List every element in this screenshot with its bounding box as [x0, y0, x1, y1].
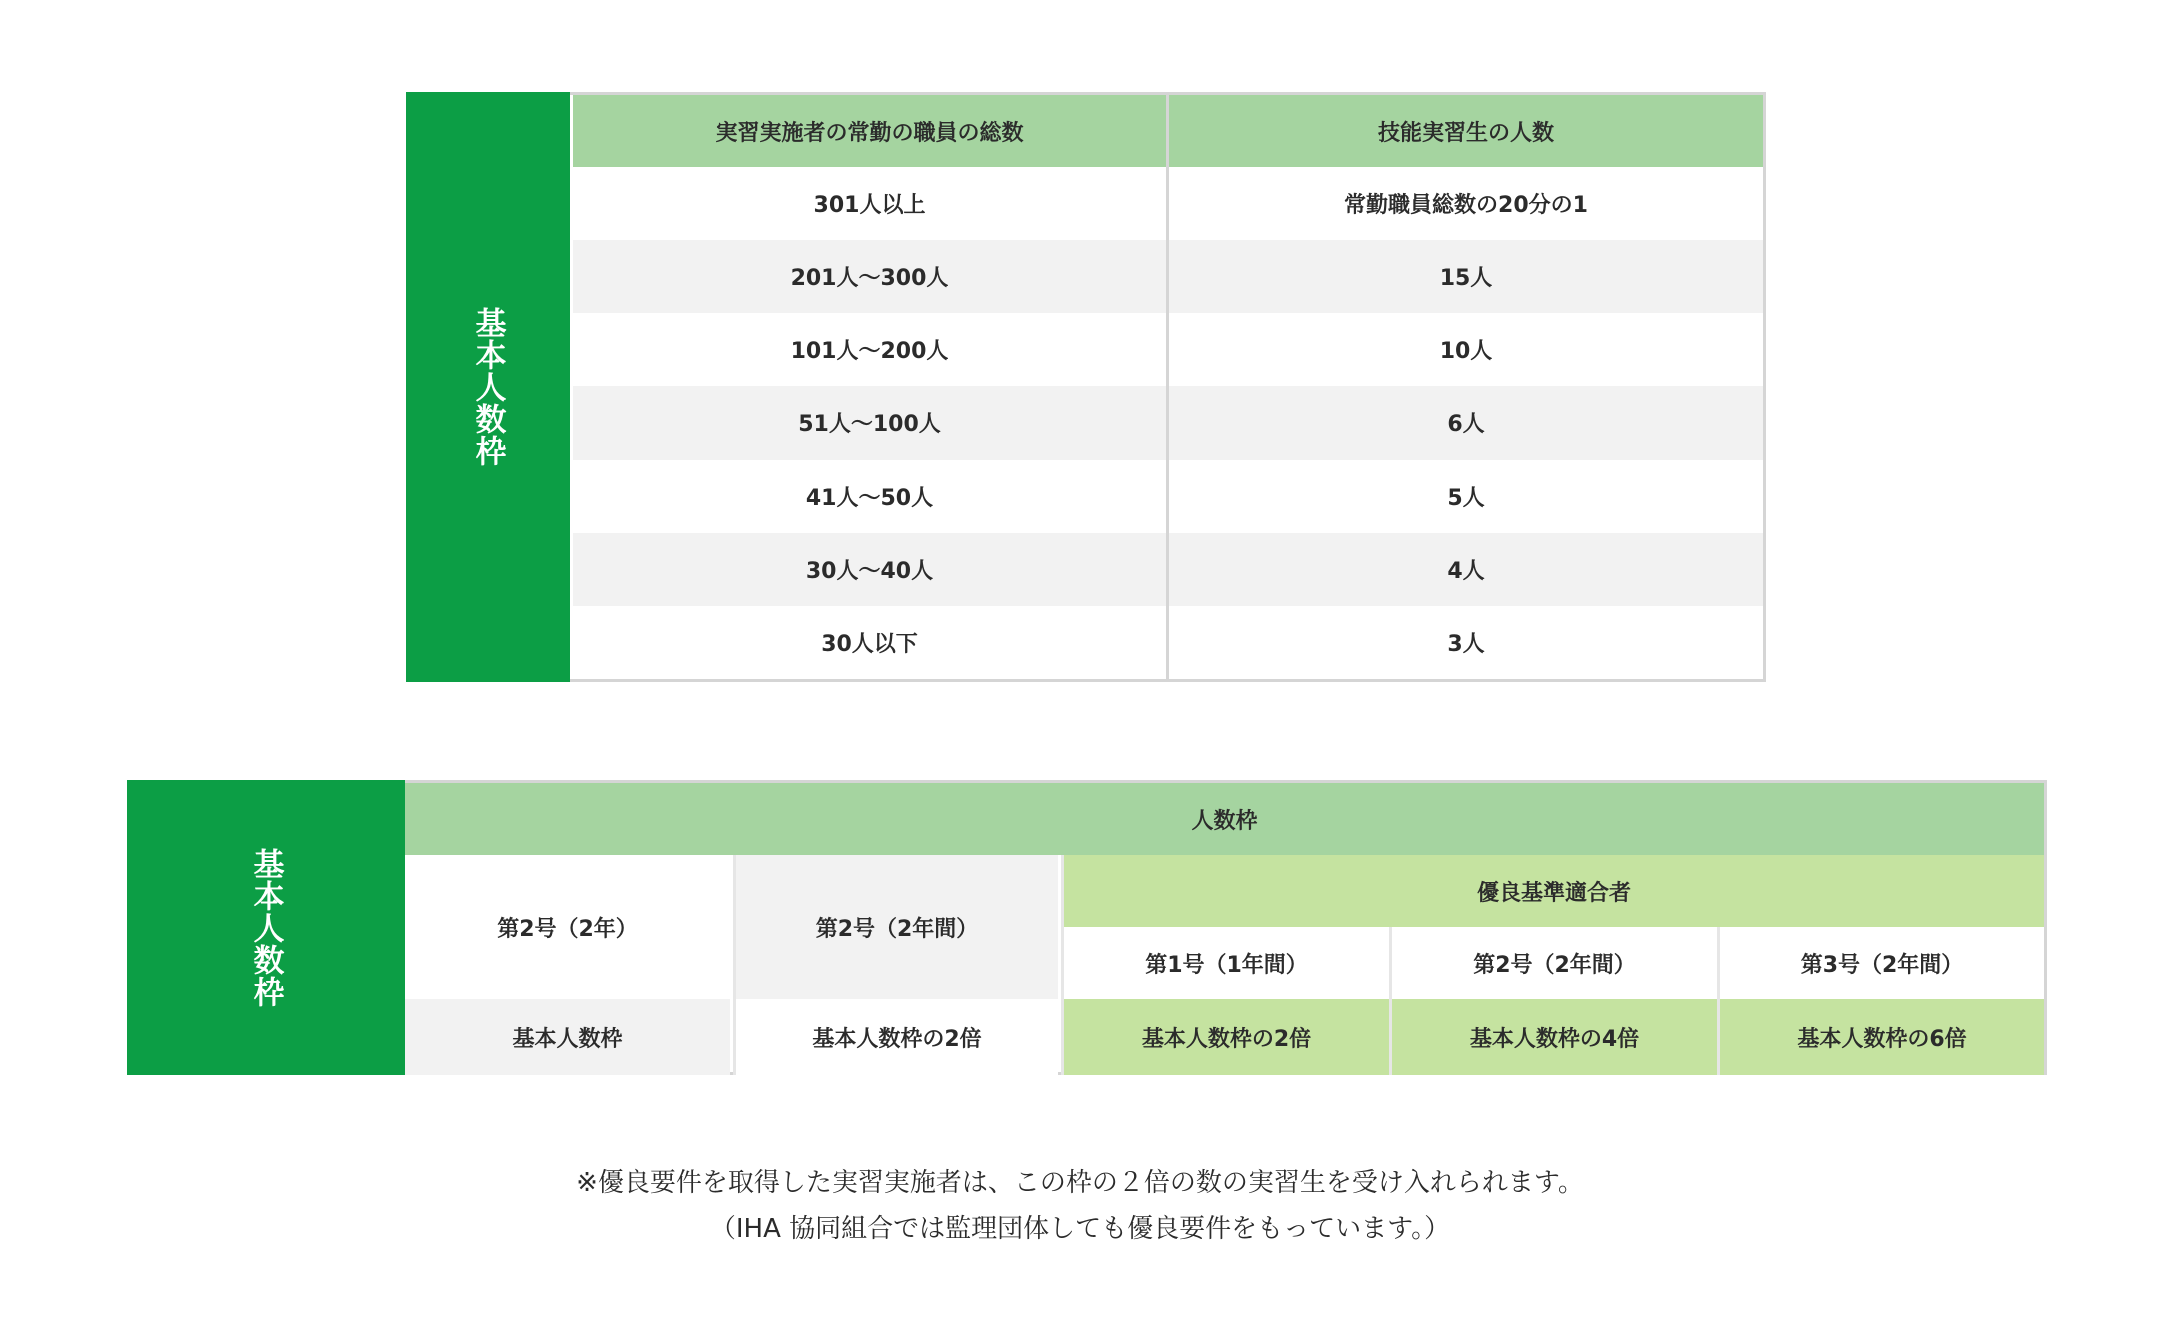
trainee-count-cell: 常勤職員総数の20分の1	[1168, 167, 1764, 240]
value-basic-quota-x2: 基本人数枠の2倍	[733, 999, 1058, 1075]
staff-range-cell: 30人以下	[572, 606, 1168, 679]
quota-multiplier-table	[127, 780, 2047, 1075]
header-grade2-2y: 第2号（2年）	[405, 855, 730, 999]
staff-range-cell: 301人以上	[572, 167, 1168, 240]
staff-range-cell: 41人〜50人	[572, 460, 1168, 533]
table-row	[572, 533, 1764, 606]
basic-quota-table	[406, 92, 1766, 682]
basic-quota-table-body	[570, 92, 1766, 682]
side-label-text: 基本人数枠	[469, 307, 506, 467]
trainee-count-cell: 5人	[1168, 460, 1764, 533]
header-quota: 人数枠	[405, 783, 2044, 855]
table-row	[572, 313, 1764, 386]
table-row	[572, 460, 1764, 533]
header-excellent-grade3: 第3号（2年間）	[1717, 927, 2044, 999]
staff-vs-trainees-table	[570, 95, 1763, 679]
quota-multiplier-table-body	[405, 780, 2047, 1075]
staff-range-cell: 51人〜100人	[572, 386, 1168, 459]
header-excellent: 優良基準適合者	[1061, 855, 2044, 927]
trainee-count-cell: 4人	[1168, 533, 1764, 606]
value-excellent-grade2: 基本人数枠の4倍	[1389, 999, 1717, 1075]
table-row	[572, 606, 1764, 679]
trainee-count-cell: 10人	[1168, 313, 1764, 386]
staff-range-cell: 30人〜40人	[572, 533, 1168, 606]
header-excellent-grade1: 第1号（1年間）	[1061, 927, 1389, 999]
value-excellent-grade3: 基本人数枠の6倍	[1717, 999, 2044, 1075]
staff-range-cell: 101人〜200人	[572, 313, 1168, 386]
trainee-count-cell: 3人	[1168, 606, 1764, 679]
footnote-line-2: （IHA 協同組合では監理団体しても優良要件をもっています。）	[709, 1214, 1451, 1244]
header-grade2-2y-period: 第2号（2年間）	[733, 855, 1058, 999]
quota-multiplier-side-label	[127, 780, 405, 1075]
staff-range-cell: 201人〜300人	[572, 240, 1168, 313]
trainee-count-cell: 6人	[1168, 386, 1764, 459]
table-header-row	[572, 95, 1764, 167]
table-row	[572, 167, 1764, 240]
basic-quota-side-label	[406, 92, 570, 682]
trainee-count-cell: 15人	[1168, 240, 1764, 313]
header-excellent-grade2: 第2号（2年間）	[1389, 927, 1717, 999]
footnote-line-1: ※優良要件を取得した実習実施者は、この枠の２倍の数の実習生を受け入れられます。	[576, 1168, 1584, 1198]
table-row	[572, 240, 1764, 313]
table-row	[572, 386, 1764, 459]
header-staff-total: 実習実施者の常勤の職員の総数	[572, 95, 1168, 167]
header-trainee-count: 技能実習生の人数	[1168, 95, 1764, 167]
value-basic-quota: 基本人数枠	[405, 999, 730, 1075]
value-excellent-grade1: 基本人数枠の2倍	[1061, 999, 1389, 1075]
side-label-text: 基本人数枠	[247, 847, 284, 1008]
footnote	[0, 1160, 2160, 1252]
